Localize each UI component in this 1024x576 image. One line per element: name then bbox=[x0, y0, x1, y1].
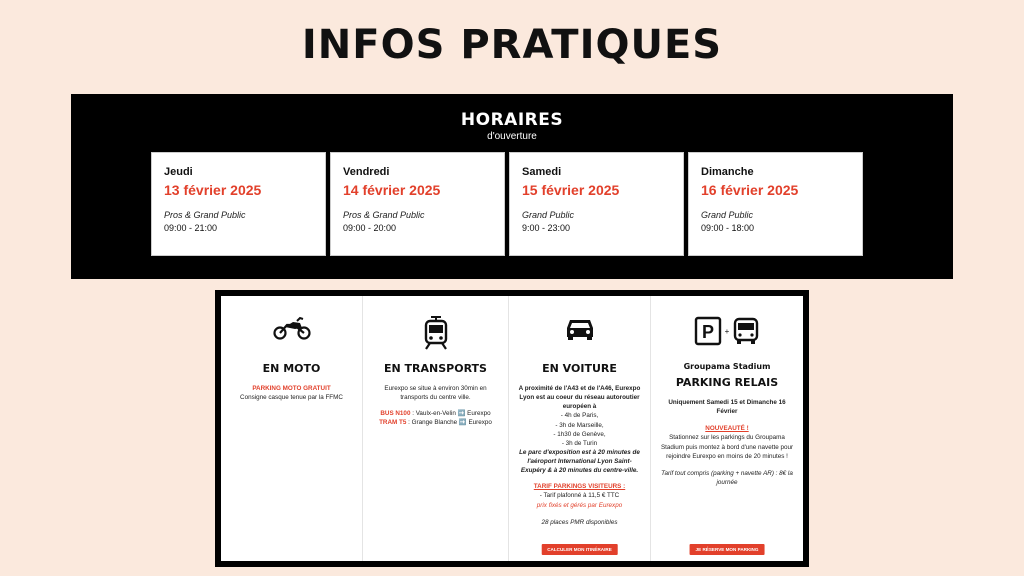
day-cards bbox=[151, 152, 863, 256]
day-date: 14 février 2025 bbox=[343, 182, 441, 198]
car-tarif-note: prix fixés et gérés par Eurexpo bbox=[536, 501, 623, 509]
day-audience: Grand Public bbox=[522, 210, 575, 220]
hours-subtitle: d'ouverture bbox=[487, 131, 537, 142]
access-transports-column bbox=[363, 296, 509, 561]
car-distance: - 4h de Paris, bbox=[560, 412, 599, 420]
car-title: EN VOITURE bbox=[542, 362, 617, 375]
day-time: 09:00 - 21:00 bbox=[164, 223, 218, 233]
car-intro: A proximité de l'A43 et de l'A46, Eurexpo Lyon est au coeur du réseau autoroutier européen à bbox=[518, 385, 641, 411]
opening-hours-panel bbox=[71, 94, 953, 279]
car-pmr: 28 places PMR disponibles bbox=[541, 518, 618, 526]
day-audience: Pros & Grand Public bbox=[164, 210, 246, 220]
car-distance: - 3h de Turin bbox=[561, 439, 598, 447]
relay-dates: Uniquement Samedi 15 et Dimanche 16 Février bbox=[668, 399, 786, 416]
reserve-parking-button[interactable]: JE RÉSERVE MON PARKING bbox=[690, 544, 765, 555]
svg-text:+: + bbox=[724, 327, 730, 336]
day-card-sunday bbox=[688, 152, 863, 256]
moto-title: EN MOTO bbox=[262, 362, 321, 375]
day-time: 09:00 - 20:00 bbox=[343, 223, 397, 233]
bus-route: : Vaulx-en-Velin ➡️ Eurexpo bbox=[412, 410, 491, 418]
bus-line bbox=[371, 409, 500, 418]
hours-title: HORAIRES bbox=[460, 110, 564, 130]
access-columns bbox=[221, 296, 803, 561]
day-name: Jeudi bbox=[164, 166, 193, 178]
tram-route: : Grange Blanche ➡️ Eurexpo bbox=[408, 419, 492, 427]
relay-text: Stationnez sur les parkings du Groupama Stadium puis montez à bord d'une navette pour rejoindre Eurexpo en moins de 20 minutes ! bbox=[660, 434, 794, 460]
transports-body bbox=[371, 384, 500, 428]
relay-kicker: Groupama Stadium bbox=[683, 362, 771, 371]
motorcycle-icon bbox=[221, 316, 362, 340]
relay-tarif: Tarif tout compris (parking + navette AR) : 8€ la journée bbox=[661, 469, 793, 486]
parking-bus-icon bbox=[651, 316, 803, 346]
transports-intro: Eurexpo se situe à environ 30min en transports du centre ville. bbox=[384, 385, 487, 402]
car-distance: - 3h de Marseille, bbox=[555, 421, 604, 429]
day-date: 13 février 2025 bbox=[164, 182, 262, 198]
relay-new-label: NOUVEAUTÉ ! bbox=[705, 425, 749, 433]
access-parking-relay-column bbox=[651, 296, 803, 561]
hours-heading bbox=[71, 110, 953, 142]
car-tarif-line: - Tarif plafonné à 11,5 € TTC bbox=[539, 492, 620, 500]
moto-note: Consigne casque tenue par la FFMC bbox=[240, 394, 343, 402]
car-body bbox=[517, 384, 642, 527]
access-moto-column bbox=[221, 296, 363, 561]
access-info-panel bbox=[215, 290, 809, 567]
car-distance: - 1h30 de Genève, bbox=[553, 430, 606, 438]
day-date: 16 février 2025 bbox=[701, 182, 799, 198]
relay-title: PARKING RELAIS bbox=[675, 376, 779, 389]
day-audience: Pros & Grand Public bbox=[343, 210, 425, 220]
access-car-column bbox=[509, 296, 651, 561]
tram-icon bbox=[363, 316, 508, 350]
moto-body bbox=[229, 384, 354, 402]
bus-label: BUS N100 bbox=[380, 410, 411, 418]
itinerary-button[interactable]: CALCULER MON ITINÉRAIRE bbox=[541, 544, 618, 555]
day-time: 9:00 - 23:00 bbox=[522, 223, 571, 233]
car-icon bbox=[509, 316, 650, 340]
relay-body bbox=[659, 398, 795, 487]
day-name: Vendredi bbox=[343, 166, 390, 178]
moto-parking-label: PARKING MOTO GRATUIT bbox=[252, 385, 331, 392]
day-date: 15 février 2025 bbox=[522, 182, 620, 198]
day-card-friday bbox=[330, 152, 505, 256]
day-card-thursday bbox=[151, 152, 326, 256]
tram-line bbox=[371, 418, 500, 427]
car-airport-note: Le parc d'exposition est à 20 minutes de l'aéroport International Lyon Saint-Exupéry & à 20 minutes du centre-ville. bbox=[519, 448, 640, 475]
day-time: 09:00 - 18:00 bbox=[701, 223, 755, 233]
transports-title: EN TRANSPORTS bbox=[384, 362, 487, 375]
day-name: Dimanche bbox=[701, 166, 754, 178]
day-audience: Grand Public bbox=[701, 210, 754, 220]
tram-label: TRAM T5 bbox=[379, 419, 407, 427]
svg-text:P: P bbox=[701, 322, 715, 342]
car-tarif-title: TARIF PARKINGS VISITEURS : bbox=[533, 483, 626, 491]
page-title: INFOS PRATIQUES bbox=[301, 22, 723, 68]
day-card-saturday bbox=[509, 152, 684, 256]
day-name: Samedi bbox=[522, 166, 562, 178]
